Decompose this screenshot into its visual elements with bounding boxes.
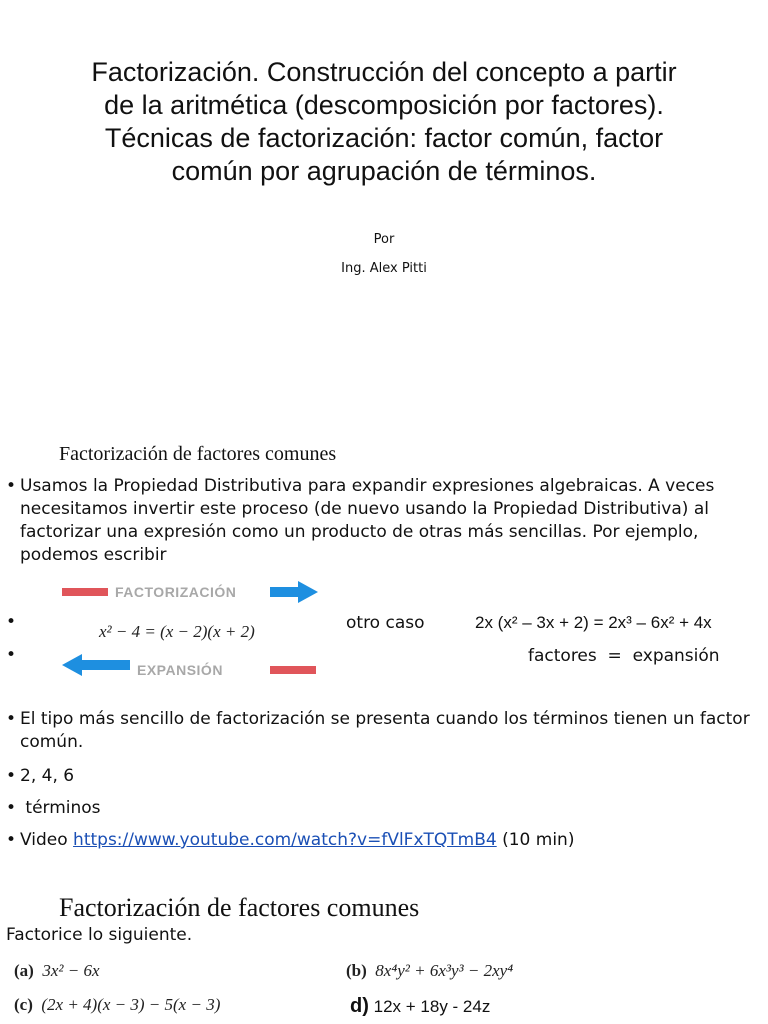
presentation-title: Factorización. Construcción del concepto a partir de la aritmética (descomposición por factores). Técnicas de factorización: factor común, factor común por agrupación de términos. xyxy=(91,57,677,186)
left-arrow-icon xyxy=(62,654,130,676)
exercise-a xyxy=(14,961,100,981)
video-prefix: Video xyxy=(20,830,74,850)
bullet-icon: • xyxy=(6,709,17,729)
bullet-video xyxy=(6,829,758,852)
exercise-c-label: (c) xyxy=(14,995,33,1014)
section-heading-factores-comunes-2: Factorización de factores comunes xyxy=(59,893,420,922)
bullet-icon: • xyxy=(6,766,17,786)
bullet-text: 2, 4, 6 xyxy=(20,766,75,786)
exercise-b xyxy=(346,961,513,981)
factorization-diagram xyxy=(62,580,332,680)
video-line xyxy=(20,829,758,852)
bullet-icon: • xyxy=(6,476,17,496)
video-duration: (10 min) xyxy=(496,830,575,850)
byline-por: Por xyxy=(373,232,395,247)
bullet-icon: • xyxy=(6,830,17,850)
exercise-d-label: d) xyxy=(350,995,369,1017)
exercise-b-expression: 8x⁴y² + 6x³y³ − 2xy⁴ xyxy=(375,961,514,980)
bullet-terminos xyxy=(6,797,758,820)
bullet-intro xyxy=(6,475,758,567)
difference-of-squares-equation: x² − 4 = (x − 2)(x + 2) xyxy=(99,622,255,641)
exercise-a-expression: 3x² − 6x xyxy=(42,961,100,980)
bullet-factor-comun xyxy=(6,708,758,754)
exercise-a-label: (a) xyxy=(14,961,34,980)
author-name: Ing. Alex Pitti xyxy=(341,261,427,276)
exercise-d-expression: 12x + 18y - 24z xyxy=(373,997,491,1016)
otro-caso-label: otro caso xyxy=(346,613,425,633)
intro-text: Usamos la Propiedad Distributiva para expandir expresiones algebraicas. A veces necesitamos invertir este proceso (de nuevo usando la Propiedad Distributiva) al factorizar una expresión como un producto de otras más sencillas. Por ejemplo, podemos escribir xyxy=(20,476,715,565)
exercise-c xyxy=(14,995,220,1015)
factorizacion-label: FACTORIZACIÓN xyxy=(115,584,237,600)
bullet-icon: • xyxy=(6,612,17,632)
section-heading-factores-comunes: Factorización de factores comunes xyxy=(59,443,337,465)
bullet-text: términos xyxy=(20,798,101,818)
factores-expansion-label: factores = expansión xyxy=(528,646,720,666)
bullet-numbers xyxy=(6,765,758,788)
right-arrow-icon xyxy=(270,581,318,603)
expansion-label: EXPANSIÓN xyxy=(137,662,223,678)
exercise-d xyxy=(350,995,490,1018)
exercise-b-label: (b) xyxy=(346,961,367,980)
otro-caso-equation: 2x (x² – 3x + 2) = 2x³ – 6x² + 4x xyxy=(475,613,712,632)
bullet-icon: • xyxy=(6,645,17,665)
bullet-text: El tipo más sencillo de factorización se presenta cuando los términos tienen un factor común. xyxy=(20,709,750,752)
factor-bar xyxy=(62,588,108,596)
video-link[interactable]: https://www.youtube.com/watch?v=fVlFxTQTmB4 xyxy=(73,830,497,850)
exercise-c-expression: (2x + 4)(x − 3) − 5(x − 3) xyxy=(41,995,221,1014)
exercise-instruction: Factorice lo siguiente. xyxy=(6,925,193,945)
expansion-bar xyxy=(270,666,316,674)
bullet-icon: • xyxy=(6,798,17,818)
